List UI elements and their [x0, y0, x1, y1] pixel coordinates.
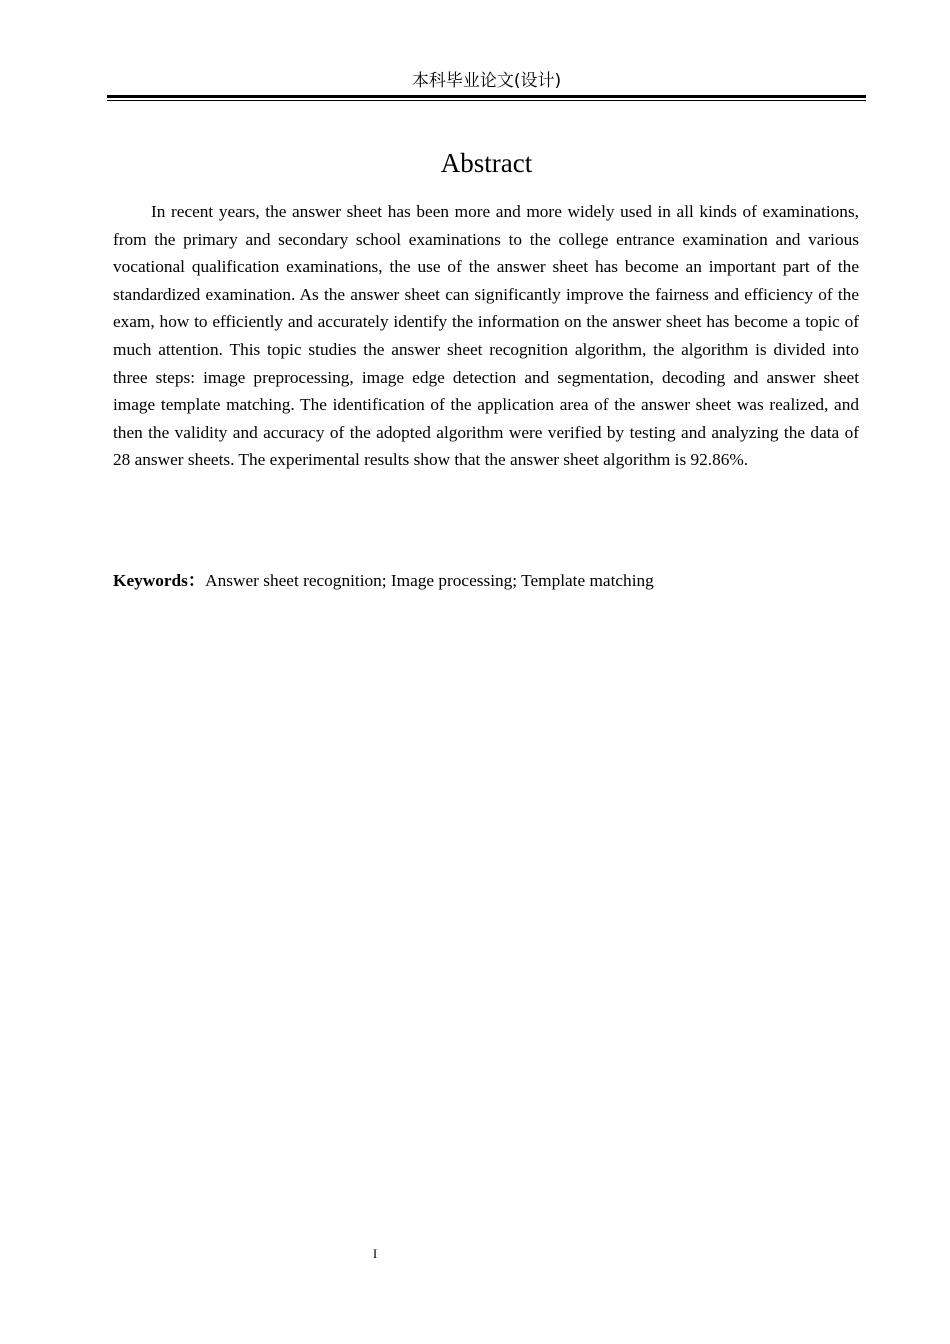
- keywords-label: Keywords：: [113, 571, 206, 590]
- header-rule-thick: [107, 95, 866, 98]
- keywords-value: Answer sheet recognition; Image processing; Template matching: [205, 571, 654, 590]
- page-number: I: [372, 1246, 378, 1261]
- header-rule-thin: [107, 100, 866, 101]
- abstract-title: Abstract: [440, 148, 533, 178]
- keywords-line: [113, 567, 859, 595]
- abstract-body: In recent years, the answer sheet has been more and more widely used in all kinds of examinations, from the primary and secondary school examinations to the college entrance examination and various vocational qualification examinations, the use of the answer sheet has become an important part of the standardized examination. As the answer sheet can significantly improve the fairness and efficiency of the exam, how to efficiently and accurately identify the information on the answer sheet has become a topic of much attention. This topic studies the answer sheet recognition algorithm, the algorithm is divided into three steps: image preprocessing, image edge detection and segmentation, decoding and answer sheet image template matching. The identification of the application area of the answer sheet was realized, and then the validity and accuracy of the adopted algorithm were verified by testing and analyzing the data of 28 answer sheets. The experimental results show that the answer sheet algorithm is 92.86%.: [113, 202, 859, 470]
- page-header: 本科毕业论文(设计): [411, 71, 562, 91]
